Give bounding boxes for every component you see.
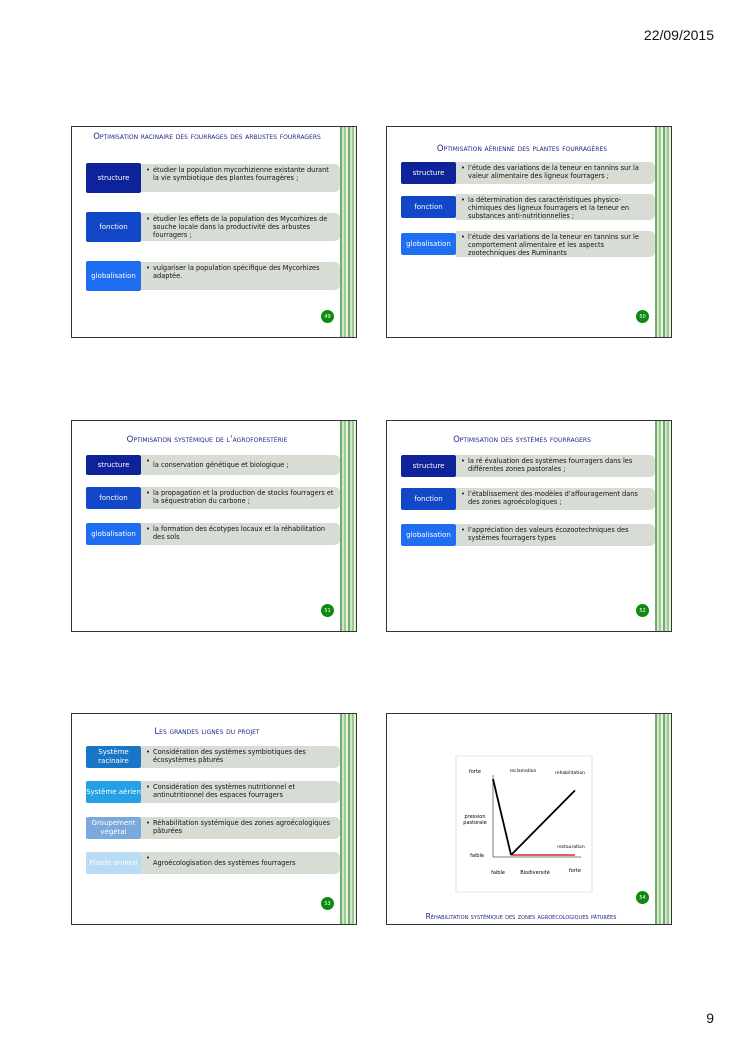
slide-title: Les grandes lignes du projet [154,727,260,737]
row-fonction [86,212,340,242]
row-label: structure [86,163,141,193]
slide-title: Optimisation aérienne des plantes fourragères [436,144,608,154]
row-structure [401,162,655,184]
row-systeme-aerien [86,781,340,803]
y-tick-label: faible [470,853,484,859]
row-structure [401,455,655,477]
row-label: Groupement végétal [86,817,141,839]
y-tick-label: forte [469,769,481,775]
row-structure [86,163,340,193]
row-label: fonction [86,212,141,242]
y-axis-label-line: pression [464,814,486,820]
decorative-strip [340,421,356,631]
row-globalisation [86,261,340,291]
row-label: structure [401,455,456,477]
x-axis-label: Biodiversité [520,870,550,876]
row-globalisation [401,231,655,257]
row-systeme-racinaire [86,746,340,768]
slide-title: Réhabilitation systémique des zones agroécologiques pâturées [425,912,617,921]
row-fonction [401,194,655,220]
row-text: • l’appréciation des valeurs écozootechniques des systèmes fourragers types [456,524,655,546]
chart [387,714,672,925]
slide-title: Optimisation racinaire des fourrages des arbustes fourragers [93,132,321,142]
row-text: • la ré évaluation des systèmes fourragers dans les différentes zones pastorales ; [456,455,655,477]
row-text: • Considération des systèmes symbiotiques des écosystèmes pâturés [141,746,340,768]
slide-54 [386,713,672,925]
row-text: • étudier les effets de la population des Mycorhizes de souche locale dans la productivité des arbustes fourragers ; [141,213,340,241]
row-label: fonction [86,487,141,509]
row-groupement-vegetal [86,817,340,839]
decorative-strip [655,421,671,631]
slide-51 [71,420,357,632]
row-text: • la conservation génétique et biologique ; [141,455,340,475]
row-text: • Réhabilitation systémique des zones agroécologiques pâturées [141,817,340,839]
slide-number-badge: 51 [321,604,334,617]
slide-title: Optimisation des systèmes fourragers [453,435,591,445]
slide-50 [386,126,672,338]
row-text: • vulgariser la population spécifique des Mycorhizes adaptée. [141,262,340,290]
row-text: • Considération des systèmes nutritionnel et antinutritionnel des espaces fourragers [141,781,340,803]
row-fonction [86,487,340,509]
slide-53 [71,713,357,925]
row-label: fonction [401,488,456,510]
row-fonction [401,488,655,510]
row-label: Système aérien [86,781,141,803]
decorative-strip [340,714,356,924]
slide-number-badge: 49 [321,310,334,323]
page-date: 22/09/2015 [643,27,714,43]
row-label: globalisation [401,233,456,255]
row-label: structure [401,162,456,184]
y-axis-label-line: pastorale [463,820,487,826]
decorative-strip [340,127,356,337]
row-label: Système racinaire [86,746,141,768]
row-text: • l’étude des variations de la teneur en tannins sur le comportement alimentaire et les aspects zootechniques des Ruminants [456,231,655,257]
row-globalisation [401,524,655,546]
row-structure [86,455,340,475]
slide-52 [386,420,672,632]
page-number: 9 [706,1010,714,1026]
slide-number-badge: 50 [636,310,649,323]
x-tick-label: forte [569,868,581,874]
slide-number-badge: 52 [636,604,649,617]
row-label: structure [86,455,141,475]
annotation-restauration: restauration [557,845,585,850]
row-text: • Agroécologisation des systèmes fourragers [141,852,340,874]
row-text: • l’établissement des modèles d’affouragement dans des zones agroécologiques ; [456,488,655,510]
row-text: • la détermination des caractéristiques physico-chimiques des ligneux fourragers et la teneur en substances anti-nutritionnelles ; [456,194,655,220]
annotation-rehabilitation: rehabilitation [555,771,585,776]
row-label: fonction [401,196,456,218]
row-text: • la formation des écotypes locaux et la réhabilitation des sols [141,523,340,545]
annotation-reclamation: reclamation [509,769,537,774]
row-label: Plante animal [86,852,141,874]
slide-number-badge: 54 [636,891,649,904]
x-tick-label: faible [491,870,505,876]
row-text: • étudier la population mycorhizienne existante durant la vie symbiotique des plantes fourragères ; [141,164,340,192]
slide-title: Optimisation systémique de l’agroforestérie [126,435,288,445]
decorative-strip [655,127,671,337]
row-plante-animal [86,852,340,874]
slide-49 [71,126,357,338]
slide-number-badge: 53 [321,897,334,910]
row-text: • la propagation et la production de stocks fourragers et la séquestration du carbone ; [141,487,340,509]
row-globalisation [86,523,340,545]
row-label: globalisation [401,524,456,546]
row-label: globalisation [86,523,141,545]
row-text: • l’étude des variations de la teneur en tannins sur la valeur alimentaire des ligneux fourragers ; [456,162,655,184]
row-label: globalisation [86,261,141,291]
